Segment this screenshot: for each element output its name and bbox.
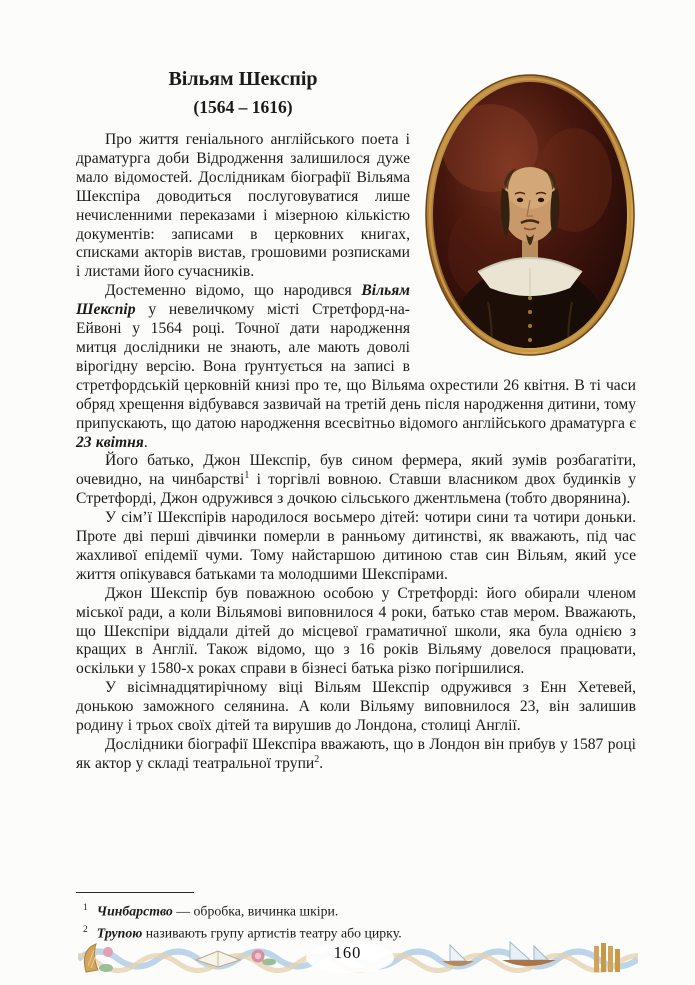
footnote-term: Трупою xyxy=(96,925,143,941)
footnote-term: Чинбарство xyxy=(96,903,173,919)
footnotes xyxy=(76,899,636,943)
paragraph: Його батько, Джон Шекспір, був сином фермера, який зумів розбагатіти, очевидно, на чинбарстві$^1$ і торгівлі вовною. Ставши власником двох будинків у Стретфорді, Джон одружився з дочкою сільського джентльмена (тобто дворянина). xyxy=(76,452,636,508)
footnote-marker: 2 xyxy=(83,925,88,936)
emphasized-text: 23 квітня xyxy=(76,433,144,451)
page-number: 160 xyxy=(333,943,362,962)
page-footer xyxy=(0,943,695,963)
footnote-divider xyxy=(76,892,194,893)
paragraph: У вісімнадцятирічному віці Вільям Шекспір одружився з Енн Хетевей, донькою заможного селянина. А коли Вільяму виповнилося 23, він залишив родину і трьох своїх дітей та вирушив до Лондона, столиці Англії. xyxy=(76,679,636,735)
paragraph: Дослідники біографії Шекспіра вважають, що в Лондон він прибув у 1587 році як актор у складі театральної трупи$^2$. xyxy=(76,736,636,772)
title-years: (1564 – 1616) xyxy=(193,97,293,117)
paragraph: Джон Шекспір був поважною особою у Стретфорді: його обирали членом міської ради, а коли Вільямові виповнилося 4 роки, батько став мером. Вважають, що Шекспіри віддали дітей до місцевої граматичної школи, яка була однією з кращих в Англії. Також відомо, що з 16 років Вільяму довелося працювати, оскільки у 1580-х роках справи в бізнесі батька різко погіршилися. xyxy=(76,584,636,678)
footnote: $^1$ Чинбарство — обробка, вичинка шкіри. xyxy=(83,903,339,919)
footnote-reference: 2 xyxy=(314,753,320,765)
paragraph: У сім’ї Шекспірів народилося восьмеро дітей: чотири сини та чотири доньки. Проте дві перші дівчинки померли в ранньому дитинстві, як вважають, під час жахливої епідемії чуми. Тому найстаршою дитиною став син Вільям, який усе життя опікувався батьками та молодшими Шекспірами. xyxy=(76,509,636,583)
emphasized-text: Вільям Шекспір xyxy=(76,282,410,319)
page-title: Вільям Шекспір xyxy=(168,68,318,90)
footnote-reference: 1 xyxy=(244,470,250,482)
article xyxy=(76,64,636,774)
shakespeare-portrait xyxy=(424,72,636,358)
paragraph: Достеменно відомо, що народився Вільям Шекспір у невеличкому місті Стретфорд-на-Ейвоні у 1564 році. Точної дати народження митця дослідники не знають, але мають доволі вірогідну версію. Вона ґрунтується на записі в стретфордській церковній книзі про те, що Вільяма охрестили 26 квітня. В ті часи обряд хрещення відбувався зазвичай на третій день після народження дитини, тому припускають, що датою народження всесвітньо відомого англійського драматурга є 23 квітня. xyxy=(76,282,636,451)
paragraph: Про життя геніального англійського поета і драматурга доби Відродження залишилося дуже мало відомостей. Дослідникам біографії Вільяма Шекспіра доводиться послуговуватися лише нечисленними переказами і мізерною кількістю документів: записами в церковних книгах, списками акторів вистав, грошовими розписками і листами його сучасників. xyxy=(76,131,410,281)
footnote-marker: 1 xyxy=(83,903,88,913)
footnote: $^2$ Трупою називають групу артистів театру або цирку. xyxy=(83,925,402,941)
portrait-painting-icon xyxy=(424,72,636,358)
